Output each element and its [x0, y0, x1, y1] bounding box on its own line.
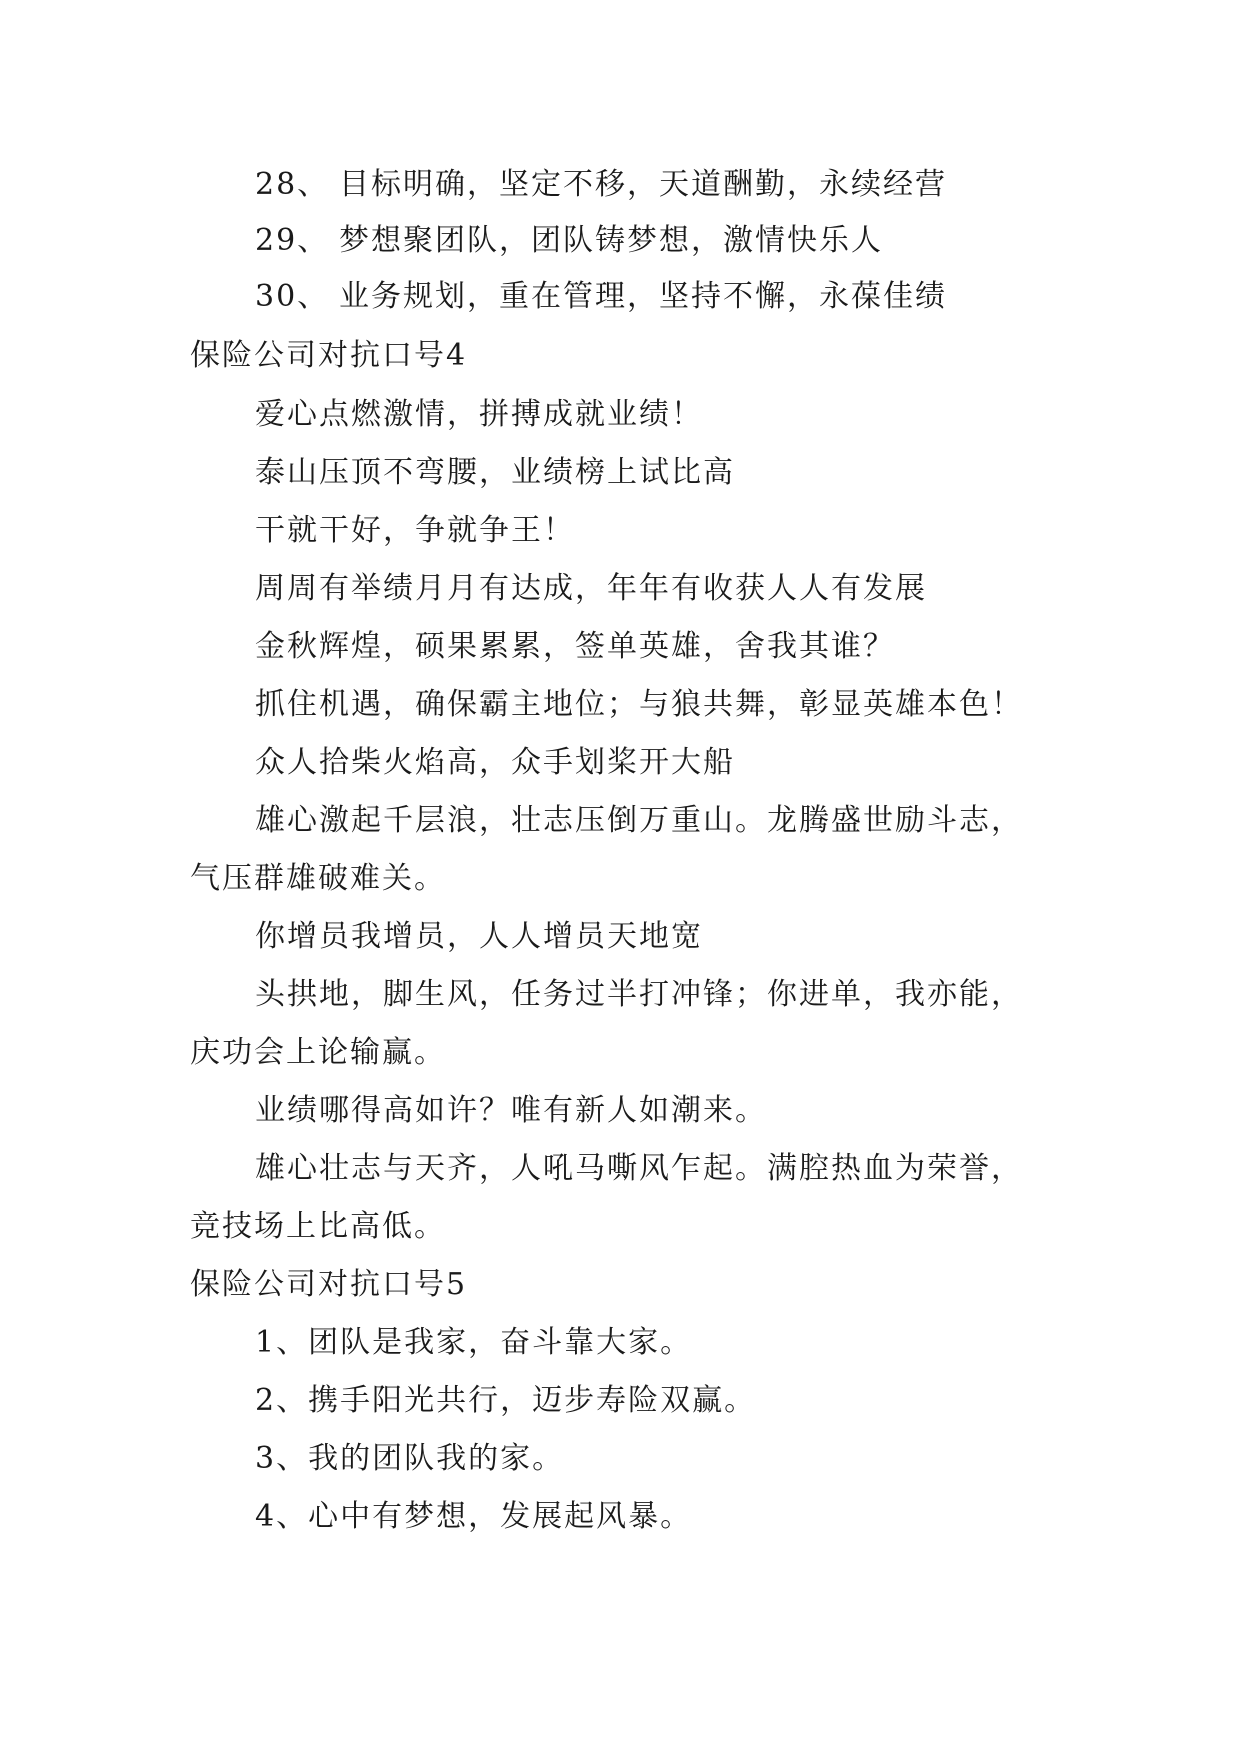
slogan-line: 头拱地，脚生风，任务过半打冲锋；你进单，我亦能， — [255, 977, 1023, 1012]
slogan-item-29 — [255, 221, 1075, 261]
slogan-item-30 — [255, 277, 1075, 317]
slogan-line: 金秋辉煌，硕果累累，签单英雄，舍我其谁？ — [255, 629, 895, 664]
slogan-line-continuation: 竞技场上比高低。 — [190, 1209, 446, 1244]
slogan-line: 你增员我增员，人人增员天地宽 — [255, 919, 703, 954]
slogan-line-continuation: 庆功会上论输赢。 — [190, 1035, 446, 1070]
slogan-line: 抓住机遇，确保霸主地位；与狼共舞，彰显英雄本色！ — [255, 687, 1023, 722]
slogan-line-continuation: 气压群雄破难关。 — [190, 861, 446, 896]
slogan-line: 1、团队是我家，奋斗靠大家。 — [255, 1325, 693, 1360]
slogan-line: 泰山压顶不弯腰，业绩榜上试比高 — [255, 455, 735, 490]
slogan-line: 2、携手阳光共行，迈步寿险双赢。 — [255, 1383, 757, 1418]
slogan-line: 爱心点燃激情，拼搏成就业绩！ — [255, 397, 703, 432]
slogan-number: 30、 — [255, 279, 330, 314]
slogan-line: 3、我的团队我的家。 — [255, 1441, 565, 1476]
slogan-line: 雄心壮志与天齐，人吼马嘶风乍起。满腔热血为荣誉， — [255, 1151, 1023, 1186]
slogan-item-28 — [255, 165, 1075, 205]
slogan-line: 周周有举绩月月有达成，年年有收获人人有发展 — [255, 571, 927, 606]
slogan-line: 雄心激起千层浪，壮志压倒万重山。龙腾盛世励斗志， — [255, 803, 1023, 838]
section-heading-5: 保险公司对抗口号5 — [190, 1267, 468, 1302]
slogan-text: 梦想聚团队，团队铸梦想，激情快乐人 — [339, 223, 883, 258]
slogan-text: 目标明确，坚定不移，天道酬勤，永续经营 — [339, 167, 947, 202]
section-heading-4: 保险公司对抗口号4 — [190, 338, 468, 373]
slogan-number: 28、 — [255, 167, 330, 202]
slogan-line: 众人拾柴火焰高，众手划桨开大船 — [255, 745, 735, 780]
slogan-line: 4、心中有梦想，发展起风暴。 — [255, 1499, 693, 1534]
slogan-line: 业绩哪得高如许？唯有新人如潮来。 — [255, 1093, 767, 1128]
slogan-number: 29、 — [255, 223, 330, 258]
slogan-line: 干就干好，争就争王！ — [255, 513, 575, 548]
slogan-text: 业务规划，重在管理，坚持不懈，永葆佳绩 — [339, 279, 947, 314]
